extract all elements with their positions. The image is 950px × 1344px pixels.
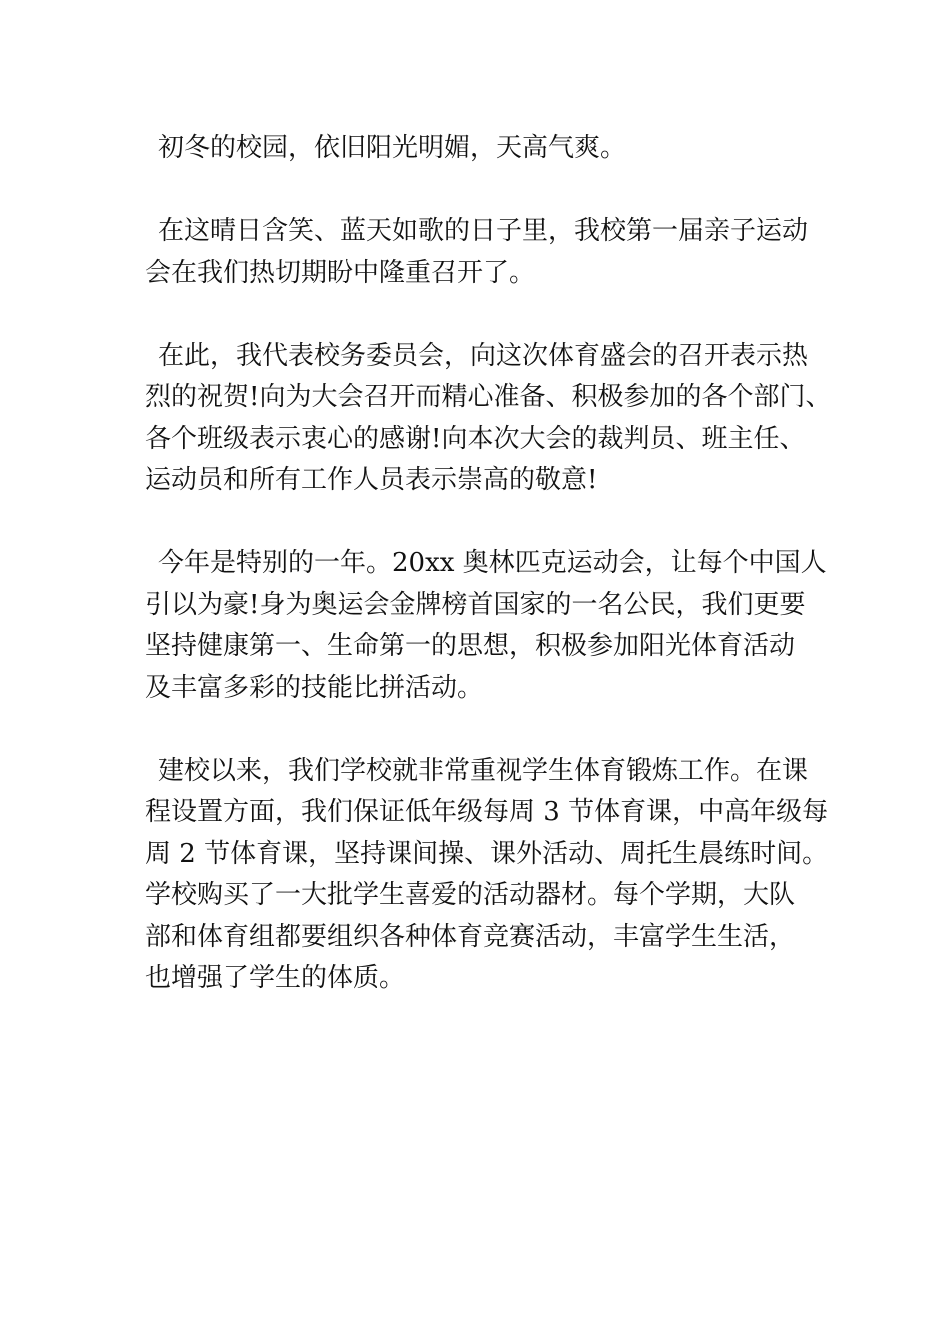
paragraph-line: 烈的祝贺!向为大会召开而精心准备、积极参加的各个部门、 (145, 382, 832, 412)
paragraph-line: 各个班级表示衷心的感谢!向本次大会的裁判员、班主任、 (145, 423, 806, 454)
paragraph-4 (145, 543, 825, 709)
paragraph-line: 周 2 节体育课，坚持课间操、课外活动、周托生晨练时间。 (145, 838, 829, 869)
paragraph-3 (145, 336, 832, 502)
paragraph-line: 程设置方面，我们保证低年级每周 3 节体育课，中高年级每 (145, 797, 829, 827)
paragraph-line: 运动员和所有工作人员表示崇高的敬意! (145, 465, 598, 495)
document-body (145, 128, 832, 1041)
paragraph-line: 建校以来，我们学校就非常重视学生体育锻炼工作。在课 (158, 755, 809, 786)
paragraph-line: 在这晴日含笑、蓝天如歌的日子里，我校第一届亲子运动 (158, 216, 809, 246)
paragraph-line: 会在我们热切期盼中隆重召开了。 (145, 257, 536, 288)
paragraph-line: 初冬的校园，依旧阳光明媚，天高气爽。 (158, 133, 627, 163)
paragraph-line: 学校购买了一大批学生喜爱的活动器材。每个学期，大队 (145, 880, 796, 910)
paragraph-line: 及丰富多彩的技能比拼活动。 (145, 672, 484, 703)
paragraph-line: 今年是特别的一年。20xx 奥林匹克运动会，让每个中国人 (158, 548, 827, 578)
paragraph-line: 在此，我代表校务委员会，向这次体育盛会的召开表示热 (158, 340, 809, 371)
paragraph-5 (145, 751, 829, 1000)
paragraph-line: 坚持健康第一、生命第一的思想，积极参加阳光体育活动 (145, 631, 796, 661)
paragraph-line: 也增强了学生的体质。 (145, 963, 406, 993)
paragraph-1 (145, 128, 825, 170)
paragraph-2 (145, 211, 825, 294)
paragraph-line: 部和体育组都要组织各种体育竞赛活动，丰富学生生活， (145, 921, 796, 952)
paragraph-line: 引以为豪!身为奥运会金牌榜首国家的一名公民，我们更要 (145, 589, 806, 620)
